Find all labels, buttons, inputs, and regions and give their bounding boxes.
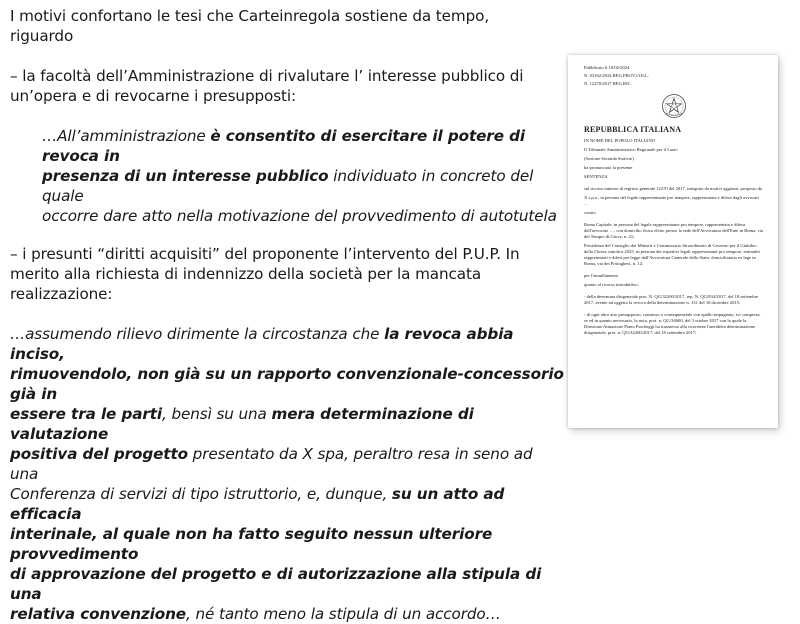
quote-1-text: individuato in concreto del quale — [42, 167, 534, 205]
doc-header-line: N. 12270/2017 REG.RIC. — [584, 81, 632, 86]
doc-line: SENTENZA — [584, 174, 608, 179]
italian-emblem-icon — [661, 93, 687, 119]
quote-2-text: , né tanto meno la stipula di un accordo… — [186, 605, 501, 623]
quote-2-bold: relativa convenzione — [10, 605, 187, 623]
quote-2-text: , bensì su una — [162, 405, 272, 423]
quote-2-bold: positiva del progetto — [10, 445, 188, 463]
doc-line: (Sezione Seconda Stralcio) — [584, 156, 634, 161]
quote-2-bold: di approvazione del progetto e di autorizzazione alla stipula di una — [10, 565, 542, 603]
intro-line-2: riguardo — [10, 27, 74, 45]
quote-2-text: …assumendo rilievo dirimente la circostanza che — [10, 325, 385, 343]
quote-2-bold: su un atto ad efficacia — [10, 485, 505, 523]
quote-2-bold: interinale, al quale non ha fatto seguito nessun ulteriore provvedimento — [10, 525, 493, 563]
quote-2-text: Conferenza di servizi di tipo istruttorio, e, dunque, — [10, 485, 392, 503]
doc-line: contro — [584, 210, 596, 215]
quote-2-bold: mera determinazione di valutazione — [10, 405, 474, 443]
quote-2 — [10, 324, 565, 624]
point-1-line-1: – la facoltà dell’Amministrazione di rivalutare l’ interesse pubblico di — [10, 67, 524, 85]
quote-2-bold: rimuovendolo, non già su un rapporto convenzionale-concessorio già in — [10, 365, 564, 403]
point-2-line-2: merito alla richiesta di indennizzo della società per la mancata — [10, 265, 482, 283]
doc-line: Presidenza del Consiglio dei Ministri e Commissario Straordinario di Governo per il Giubileo della Chiesa cattolica 2025, in persona dei rispettivi legali rappresentanti pro tempore, entrambi rappresentati e difesi per legge dall'Avvocatura Generale dello Stato, domiciliataria ex lege in Roma, via dei Portoghesi, n. 12; — [584, 243, 760, 266]
doc-header-line: N. 03162/2024 REG.PROV.COLL. — [584, 73, 649, 78]
doc-header-line: Pubblicato il 10/02/2024 — [584, 65, 630, 70]
quote-1 — [10, 126, 565, 226]
doc-line: quanto al ricorso introduttivo, — [584, 282, 639, 287]
point-2-line-3: realizzazione: — [10, 285, 113, 303]
doc-line: sul ricorso numero di registro generale 12270 del 2017, integrato da motivi aggiunti, proposto da — [584, 186, 763, 191]
sentence-document-thumbnail — [568, 55, 778, 428]
quote-1-bold: è consentito di esercitare il potere di revoca in — [42, 127, 525, 165]
doc-line: Il Tribunale Amministrativo Regionale per il Lazio — [584, 147, 678, 152]
doc-line: X s.p.a., in persona del legale rappresentante pro tempore, rappresentata e difesa dagli avvocati … — [584, 195, 759, 206]
article-text — [10, 6, 565, 624]
doc-line: - della determina dirigenziale prot. N. QG/32200/2017, rep. N. QG/834/2017, del 18 settembre 2017, avente ad oggetto la revoca della determinazione n. 131 del 16 dicembre 2015; — [584, 294, 759, 305]
doc-republic-title: REPUBBLICA ITALIANA — [584, 125, 682, 134]
point-1-line-2: un’opera e di revocarne i presupposti: — [10, 87, 297, 105]
quote-2-bold: la revoca abbia inciso, — [10, 325, 514, 363]
doc-line: per l'annullamento — [584, 273, 619, 278]
point-2-line-1: – i presunti “diritti acquisiti” del proponente l’intervento del P.U.P. In — [10, 245, 520, 263]
quote-2-bold: essere tra le parti — [10, 405, 163, 423]
doc-line: IN NOME DEL POPOLO ITALIANO — [584, 138, 656, 143]
quote-1-text: …All’amministrazione — [42, 127, 211, 145]
doc-line: - di ogni altro atto presupposto, connesso o consequenziale con quello impugnato, ivi compresa, se ed in quanto necessario, la nota, prot. n. QG/34600, del 3 ottobre 2017 con la quale la Direzione Attuazione Piano Parcheggi ha trasmesso alla ricorrente l'anzidetta determinazione dirigenziale, prot. n. QG/32200/2017, del 18 settembre 2017; — [584, 312, 761, 335]
quote-2-text: presentato da X spa, peraltro resa in seno ad una — [10, 445, 533, 483]
doc-line: ha pronunciato la presente — [584, 165, 633, 170]
quote-1-text: occorre dare atto nella motivazione del provvedimento di autotutela — [42, 207, 557, 225]
doc-line: Roma Capitale, in persona del legale rappresentante pro tempore, rappresentata e difesa dall'avvocato …, con domicilio fisico eletto presso la sede dell'Avvocatura dell'Ente in Roma, via del Tempio di Giove, n. 21; — [584, 222, 764, 239]
intro-line-1: I motivi confortano le tesi che Carteinregola sostiene da tempo, — [10, 7, 490, 25]
quote-1-bold: presenza di un interesse pubblico — [42, 167, 329, 185]
